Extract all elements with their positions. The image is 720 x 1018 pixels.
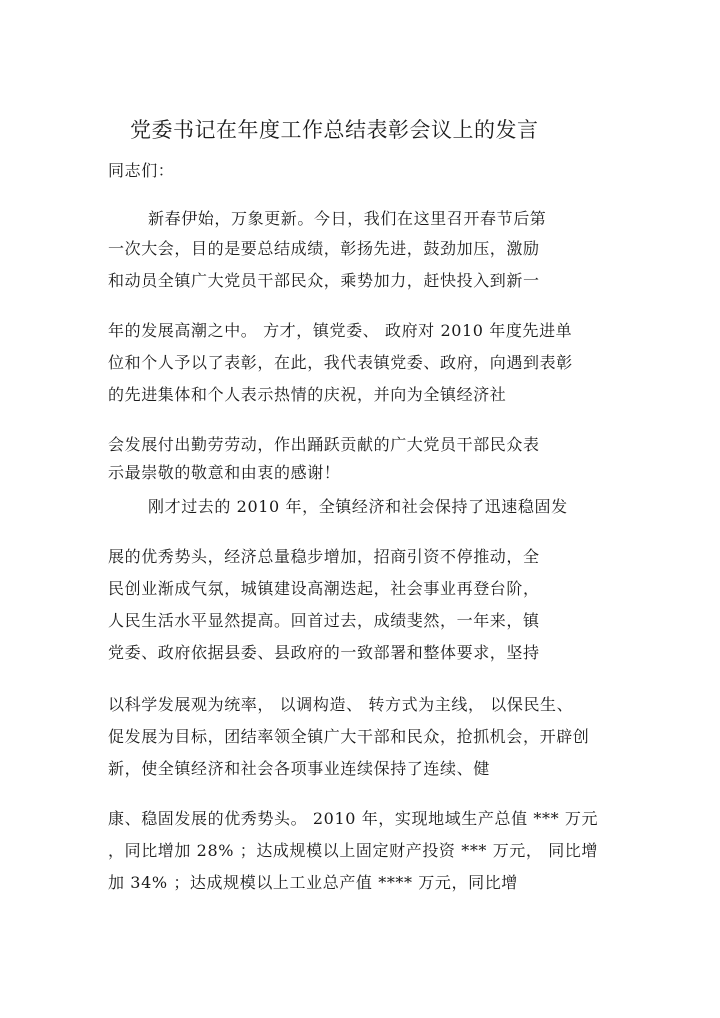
text-line: 人民生活水平显然提高。回首过去，成绩斐然，一年来，镇 — [108, 611, 540, 630]
salutation: 同志们： — [108, 161, 175, 180]
text-line: 康、稳固发展的优秀势头。 2010 年，实现地域生产总值 *** 万元 — [108, 809, 599, 828]
text-line: 党委、政府依据县委、县政府的一致部署和整体要求，坚持 — [108, 643, 540, 662]
text-line: 新春伊始，万象更新。今日，我们在这里召开春节后第 — [148, 209, 547, 228]
text-line: ，同比增加 28% ；达成规模以上固定财产投资 *** 万元， 同比增 — [108, 841, 598, 860]
document-title: 党委书记在年度工作总结表彰会议上的发言 — [130, 118, 539, 142]
text-line: 促发展为目标，团结率领全镇广大干部和民众，抢抓机会，开辟创 — [108, 727, 590, 746]
text-line: 年的发展高潮之中。 方才，镇党委、 政府对 2010 年度先进单 — [108, 321, 573, 340]
text-line: 会发展付出勤劳劳动，作出踊跃贡献的广大党员干部民众表 — [108, 435, 540, 454]
text-line: 以科学发展观为统率， 以调构造、 转方式为主线， 以保民生、 — [108, 695, 574, 714]
text-line: 的先进集体和个人表示热情的庆祝，并向为全镇经济社 — [108, 385, 507, 404]
text-line: 加 34% ；达成规模以上工业总产值 **** 万元，同比增 — [108, 873, 518, 892]
text-line: 一次大会，目的是要总结成绩，彰扬先进，鼓劲加压，激励 — [108, 239, 540, 258]
text-line: 展的优秀势头，经济总量稳步增加，招商引资不停推动，全 — [108, 547, 540, 566]
text-line: 新，使全镇经济和社会各项事业连续保持了连续、健 — [108, 759, 490, 778]
text-line: 刚才过去的 2010 年，全镇经济和社会保持了迅速稳固发 — [148, 497, 568, 516]
text-line: 示最崇敬的敬意和由衷的感谢！ — [108, 463, 341, 482]
text-line: 和动员全镇广大党员干部民众，乘势加力，赶快投入到新一 — [108, 271, 540, 290]
text-line: 民创业渐成气氛，城镇建设高潮迭起，社会事业再登台阶， — [108, 579, 540, 598]
text-line: 位和个人予以了表彰，在此，我代表镇党委、政府，向遇到表彰 — [108, 353, 573, 372]
